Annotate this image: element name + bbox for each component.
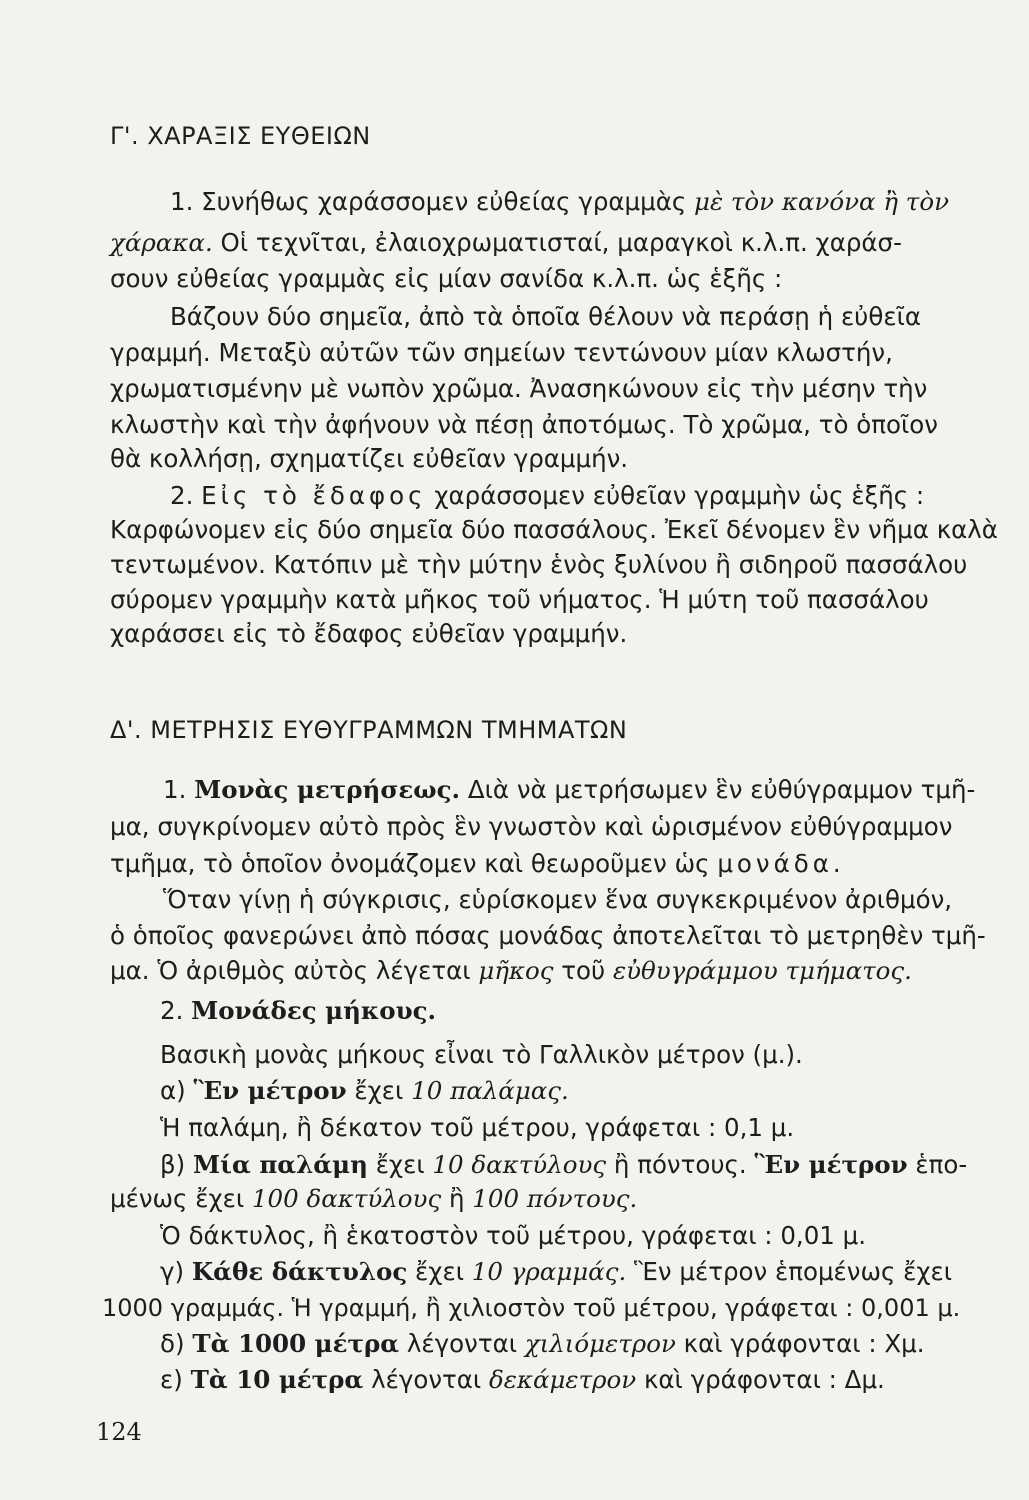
- text-span: τοῦ: [553, 956, 613, 985]
- bold-text: Κάθε δάκτυλος: [191, 1257, 408, 1286]
- text-span: ἢ πόντους.: [606, 1150, 755, 1179]
- text-span: 2.: [160, 996, 192, 1025]
- text-span: α): [160, 1076, 194, 1105]
- text-line: Ὅταν γίνῃ ἡ σύγκρισις, εὑρίσκομεν ἕνα συγκεκριμένον ἀριθμόν,: [163, 885, 953, 914]
- text-span: δ): [160, 1329, 193, 1358]
- text-line: [160, 995, 436, 1027]
- text-line: ὁ ὁποῖος φανερώνει ἀπὸ πόσας μονάδας ἀποτελεῖται τὸ μετρηθὲν τμῆ-: [110, 921, 986, 950]
- text-line: Ἡ παλάμη, ἢ δέκατον τοῦ μέτρου, γράφεται : 0,1 μ.: [160, 1113, 795, 1142]
- list-item-e: [160, 1364, 885, 1396]
- text-line: [163, 774, 975, 806]
- italic-text: χιλιόμετρον: [524, 1329, 676, 1358]
- text-span: μένως ἔχει: [110, 1184, 252, 1213]
- text-span: ἢ: [441, 1184, 473, 1213]
- list-item-a: [160, 1075, 569, 1107]
- bold-text: Μία παλάμη: [192, 1150, 368, 1179]
- text-line: Βασικὴ μονὰς μήκους εἶναι τὸ Γαλλικὸν μέτρον (μ.).: [160, 1040, 803, 1069]
- text-span: ἔχει: [367, 1150, 433, 1179]
- list-item-b: [160, 1149, 967, 1181]
- text-span: ἑπο-: [907, 1150, 968, 1179]
- text-line: τεντωμένον. Κατόπιν μὲ τὴν μύτην ἑνὸς ξυλίνου ἢ σιδηροῦ πασσάλου: [110, 550, 968, 579]
- italic-text: 10 δακτύλους: [432, 1150, 607, 1179]
- text-line: γραμμή. Μεταξὺ αὐτῶν τῶν σημείων τεντώνουν μίαν κλωστήν,: [110, 338, 893, 367]
- italic-text: 10 παλάμας.: [411, 1076, 569, 1105]
- italic-text: χάρακα.: [110, 228, 213, 257]
- text-line: 1000 γραμμάς. Ἡ γραμμή, ἢ χιλιοστὸν τοῦ μέτρου, γράφεται : 0,001 μ.: [102, 1294, 961, 1322]
- text-line: [170, 480, 924, 512]
- italic-text: εὐθυγράμμου τμήματος.: [612, 956, 912, 985]
- text-span: 2.: [170, 481, 202, 510]
- text-span: καὶ γράφονται : Δμ.: [636, 1365, 885, 1394]
- list-item-g: [160, 1256, 952, 1288]
- list-item-d: [160, 1328, 925, 1360]
- italic-text: 100 δακτύλους: [251, 1184, 442, 1213]
- text-span: χαράσσομεν εὐθεῖαν γραμμὴν ὡς ἑξῆς :: [426, 481, 925, 510]
- bold-text: Τὰ 1000 μέτρα: [192, 1329, 400, 1358]
- text-line: μα, συγκρίνομεν αὐτὸ πρὸς ἓν γνωστὸν καὶ ὡρισμένον εὐθύγραμμον: [110, 812, 953, 841]
- text-span: ἔχει: [346, 1076, 412, 1105]
- italic-text: μῆκος: [478, 956, 554, 985]
- text-line: χαράσσει εἰς τὸ ἔδαφος εὐθεῖαν γραμμήν.: [110, 619, 628, 648]
- text-line: [110, 227, 902, 259]
- text-line: Ὁ δάκτυλος, ἢ ἑκατοστὸν τοῦ μέτρου, γράφεται : 0,01 μ.: [160, 1221, 867, 1250]
- bold-text: Ἓν μέτρον: [754, 1150, 908, 1179]
- text-line: Βάζουν δύο σημεῖα, ἀπὸ τὰ ὁποῖα θέλουν νὰ περάσῃ ἡ εὐθεῖα: [170, 302, 922, 331]
- text-line: σύρομεν γραμμὴν κατὰ μῆκος τοῦ νήματος. Ἡ μύτη τοῦ πασσάλου: [110, 585, 929, 614]
- italic-text: 10 γραμμάς.: [471, 1257, 627, 1286]
- text-span: Ἓν μέτρον ἑπομένως ἔχει: [626, 1257, 953, 1286]
- text-span: 1.: [163, 775, 195, 804]
- italic-text: δεκάμετρον: [488, 1365, 637, 1394]
- bold-text: Ἓν μέτρον: [193, 1076, 347, 1105]
- text-span: ἔχει: [407, 1257, 472, 1286]
- text-line: χρωματισμένην μὲ νωπὸν χρῶμα. Ἀνασηκώνουν εἰς τὴν μέσην τὴν: [110, 374, 928, 403]
- text-span: μα. Ὁ ἀριθμὸς αὐτὸς λέγεται: [110, 956, 479, 985]
- text-span: Οἱ τεχνῖται, ἐλαιοχρωματισταί, μαραγκοὶ κ.λ.π. χαράσ-: [212, 228, 902, 257]
- section-heading-g: Γ'. ΧΑΡΑΞΙΣ ΕΥΘΕΙΩΝ: [110, 122, 371, 150]
- text-line: θὰ κολλήσῃ, σχηματίζει εὐθεῖαν γραμμήν.: [110, 444, 629, 473]
- italic-text: 100 πόντους.: [472, 1184, 638, 1213]
- italic-text: μὲ τὸν κανόνα ἢ τὸν: [694, 187, 950, 216]
- bold-text: Τὰ 10 μέτρα: [190, 1365, 364, 1394]
- spaced-text: Εἰς τὸ ἔδαφος: [201, 481, 427, 510]
- text-span: λέγονται: [363, 1365, 489, 1394]
- text-line: Καρφώνομεν εἰς δύο σημεῖα δύο πασσάλους. Ἐκεῖ δένομεν ἓν νῆμα καλὰ: [110, 515, 998, 544]
- bold-text: Μονὰς μετρήσεως.: [194, 775, 461, 804]
- text-span: γ): [160, 1257, 192, 1286]
- spaced-text: μονάδα.: [717, 849, 845, 878]
- page-number: 124: [96, 1418, 142, 1446]
- text-span: 1. Συνήθως χαράσσομεν εὐθείας γραμμὰς: [170, 187, 695, 216]
- bold-text: Μονάδες μήκους.: [191, 996, 437, 1025]
- text-line: κλωστὴν καὶ τὴν ἀφήνουν νὰ πέσῃ ἀποτόμως. Τὸ χρῶμα, τὸ ὁποῖον: [110, 410, 938, 439]
- text-span: Διὰ νὰ μετρήσωμεν ἓν εὐθύγραμμον τμῆ-: [460, 775, 976, 804]
- section-heading-d: Δ'. ΜΕΤΡΗΣΙΣ ΕΥΘΥΓΡΑΜΜΩΝ ΤΜΗΜΑΤΩΝ: [110, 716, 628, 744]
- text-line: [110, 1183, 637, 1215]
- text-line: [110, 848, 845, 880]
- text-line: [170, 186, 949, 218]
- text-span: τμῆμα, τὸ ὁποῖον ὀνομάζομεν καὶ θεωροῦμεν ὡς: [110, 849, 718, 878]
- text-span: καὶ γράφονται : Χμ.: [675, 1329, 925, 1358]
- text-span: ε): [160, 1365, 191, 1394]
- text-span: β): [160, 1150, 193, 1179]
- text-line: [110, 955, 912, 987]
- text-line: σουν εὐθείας γραμμὰς εἰς μίαν σανίδα κ.λ.π. ὡς ἑξῆς :: [110, 264, 783, 293]
- text-span: λέγονται: [399, 1329, 525, 1358]
